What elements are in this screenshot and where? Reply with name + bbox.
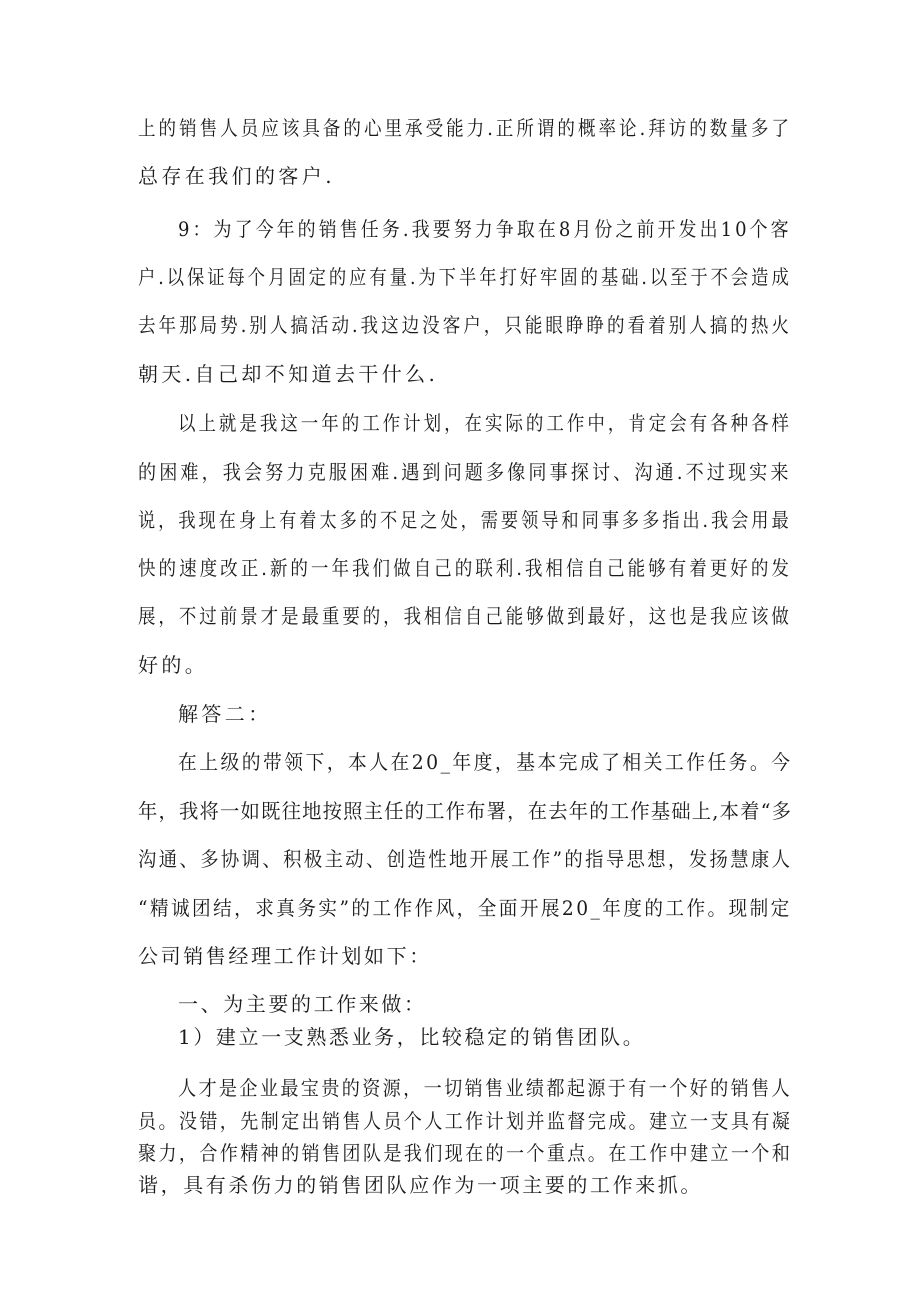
text-line: 快的速度改正.新的一年我们做自己的联利.我相信自己能够有着更好的发: [138, 556, 792, 580]
text-line: 以上就是我这一年的工作计划，在实际的工作中，肯定会有各种各样: [178, 411, 792, 435]
text-line: 年，我将一如既往地按照主任的工作布署，在去年的工作基础上,本着“多: [138, 799, 793, 823]
text-line: 员。没错，先制定出销售人员个人工作计划并监督完成。建立一支具有凝: [138, 1109, 793, 1133]
list-heading: 一、为主要的工作来做：: [178, 992, 427, 1016]
text-line: 去年那局势.别人搞活动.我这边没客户，只能眼睁睁的看着别人搞的热火: [138, 313, 792, 337]
text-line: 的困难，我会努力克服困难.遇到问题多像同事探讨、沟通.不过现实来: [138, 460, 792, 484]
section-heading: 解答二：: [178, 702, 272, 726]
text-line: “精诚团结，求真务实”的工作作风，全面开展20_年度的工作。现制定: [138, 896, 792, 920]
text-line: 谐，具有杀伤力的销售团队应作为一项主要的工作来抓。: [138, 1173, 703, 1197]
text-line: 聚力，合作精神的销售团队是我们现在的一个重点。在工作中建立一个和: [138, 1141, 793, 1165]
text-line: 好的。: [138, 653, 209, 677]
text-line: 朝天.自己却不知道去干什么.: [138, 362, 439, 386]
text-line: 户.以保证每个月固定的应有量.为下半年打好牢固的基础.以至于不会造成: [138, 265, 792, 289]
text-line: 公司销售经理工作计划如下：: [138, 944, 432, 968]
list-item: 1）建立一支熟悉业务，比较稳定的销售团队。: [178, 1025, 646, 1049]
text-line: 沟通、多协调、积极主动、创造性地开展工作”的指导思想，发扬慧康人: [138, 847, 793, 871]
text-line: 上的销售人员应该具备的心里承受能力.正所谓的概率论.拜访的数量多了: [138, 116, 792, 140]
text-line: 展，不过前景才是最重要的，我相信自己能够做到最好，这也是我应该做: [138, 604, 792, 628]
text-line: 说，我现在身上有着太多的不足之处，需要领导和同事多多指出.我会用最: [138, 508, 792, 532]
text-line: 9：为了今年的销售任务.我要努力争取在8月份之前开发出10个客: [178, 217, 792, 241]
text-line: 人才是企业最宝贵的资源，一切销售业绩都起源于有一个好的销售人: [178, 1076, 792, 1100]
text-line: 总存在我们的客户.: [138, 164, 335, 188]
text-line: 在上级的带领下，本人在20_年度，基本完成了相关工作任务。今: [178, 750, 793, 774]
